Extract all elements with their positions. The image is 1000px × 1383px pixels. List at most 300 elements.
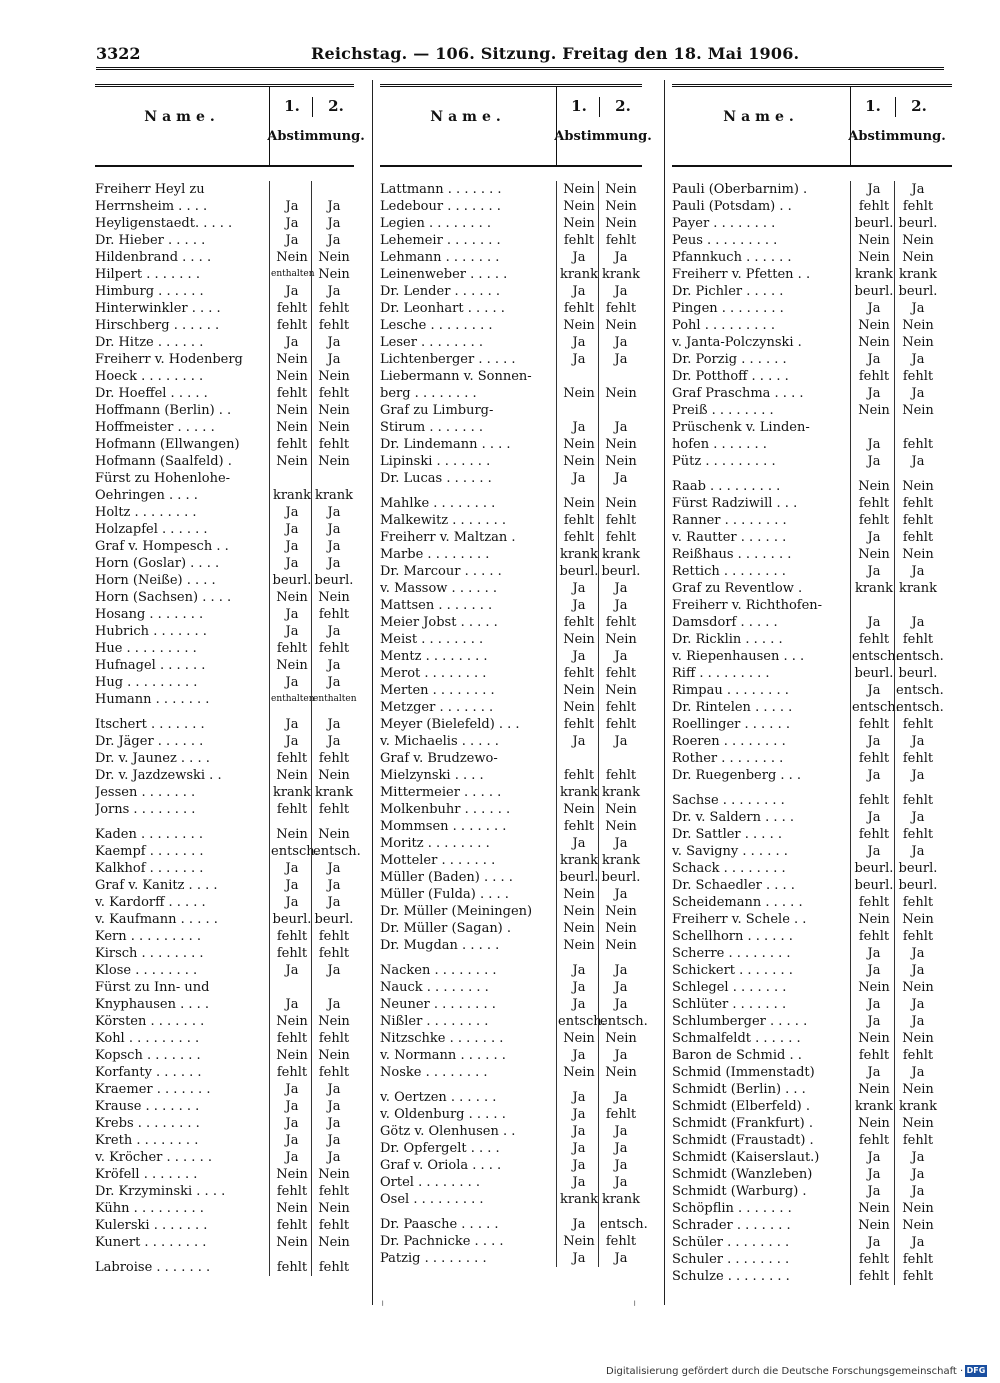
vote-2-value: fehlt	[318, 802, 350, 817]
abstimmung-header: Abstimmung.	[554, 129, 652, 144]
vote-1-value: Nein	[563, 216, 595, 231]
vote-2-value: fehlt	[902, 530, 934, 545]
table-row	[95, 674, 354, 691]
vote-1-value: Ja	[285, 1133, 299, 1148]
vote-2-value: fehlt	[902, 827, 934, 842]
table-row	[380, 317, 642, 334]
table-row	[380, 1030, 642, 1047]
vote-1-value: Ja	[285, 335, 299, 350]
member-name: Liebermann v. Sonnen-	[380, 369, 532, 384]
vote-2-value: Ja	[614, 250, 628, 265]
table-row	[95, 1149, 354, 1166]
vote-1-value: fehlt	[276, 946, 308, 961]
member-name: Dr. Potthoff . . . . .	[672, 369, 789, 384]
member-name: Körsten . . . . . . .	[95, 1014, 205, 1029]
vote-2-value: Ja	[327, 717, 341, 732]
vote-2-value: Ja	[327, 734, 341, 749]
member-name: Lesche . . . . . . . .	[380, 318, 493, 333]
table-row	[672, 453, 952, 470]
member-name: Dr. Hitze . . . . . .	[95, 335, 204, 350]
table-row	[95, 1064, 354, 1081]
member-name: Schmidt (Wanzleben)	[672, 1167, 813, 1182]
member-name: Schellhorn . . . . . .	[672, 929, 793, 944]
member-name: Mattsen . . . . . . .	[380, 598, 493, 613]
vote-2-value: Ja	[614, 284, 628, 299]
vote-1-value: Ja	[572, 284, 586, 299]
member-name: Nißler . . . . . . . .	[380, 1014, 489, 1029]
vote-2-value: fehlt	[318, 386, 350, 401]
table-row	[95, 1115, 354, 1132]
vote-2-value: fehlt	[902, 1269, 934, 1284]
table-row	[95, 716, 354, 733]
table-row	[672, 1217, 952, 1234]
table-row	[672, 792, 952, 809]
member-name: Labroise . . . . . . .	[95, 1260, 211, 1275]
vote-2-value: fehlt	[318, 929, 350, 944]
member-name: Graf v. Hompesch . .	[95, 539, 229, 554]
member-name: Rettich . . . . . . . .	[672, 564, 786, 579]
member-name: v. Kaufmann . . . . .	[95, 912, 218, 927]
member-name: Mentz . . . . . . . .	[380, 649, 488, 664]
vote-1-value: Ja	[285, 895, 299, 910]
vote-2-value: Nein	[902, 403, 934, 418]
table-row	[380, 1140, 642, 1157]
vote-2-value: fehlt	[902, 496, 934, 511]
table-row	[95, 198, 354, 215]
vote-2-value: Nein	[902, 1218, 934, 1233]
vote-2-value: fehlt	[318, 1031, 350, 1046]
member-name: Hoffmeister . . . . .	[95, 420, 215, 435]
member-name: Lattmann . . . . . . .	[380, 182, 502, 197]
vote-2-value: beurl.	[898, 878, 938, 893]
table-row	[380, 614, 642, 631]
vote-1-value: Nein	[858, 547, 890, 562]
vote-2-value: krank	[601, 785, 641, 800]
vote-1-value: fehlt	[276, 437, 308, 452]
page-number: 3322	[96, 44, 141, 63]
vote-2-value: Ja	[327, 895, 341, 910]
vote-1-value: Nein	[858, 318, 890, 333]
table-row	[672, 1064, 952, 1081]
vote-2-value: Nein	[902, 1031, 934, 1046]
table-row	[95, 784, 354, 801]
vote-2-value: Ja	[327, 216, 341, 231]
vote-1-value: entsch.	[558, 1014, 606, 1029]
member-name: Nacken . . . . . . . .	[380, 963, 497, 978]
member-name: Freiherr v. Schele . .	[672, 912, 807, 927]
vote-2-value: Ja	[911, 454, 925, 469]
vote-1-value: Nein	[858, 912, 890, 927]
vote-1-value: Ja	[867, 734, 881, 749]
vote-1-value: Ja	[285, 997, 299, 1012]
vote-2-value: Ja	[911, 734, 925, 749]
member-name: v. Oldenburg . . . . .	[380, 1107, 506, 1122]
member-name: Baron de Schmid . .	[672, 1048, 802, 1063]
vote-2-value: Ja	[327, 233, 341, 248]
vote-2-header: 2.	[615, 97, 631, 115]
vote-2-value: Ja	[614, 1090, 628, 1105]
vote-1-value: Ja	[867, 1184, 881, 1199]
member-name: Dr. v. Jazdzewski . .	[95, 768, 222, 783]
vote-2-value: enthalten	[313, 694, 357, 704]
vote-1-value: fehlt	[563, 615, 595, 630]
table-row	[672, 419, 952, 436]
member-name: Mommsen . . . . . . .	[380, 819, 507, 834]
vote-2-value: fehlt	[605, 615, 637, 630]
member-name: v. Savigny . . . . . .	[672, 844, 788, 859]
vote-2-value: Nein	[318, 1014, 350, 1029]
vote-1-value: Nein	[858, 403, 890, 418]
table-row	[95, 436, 354, 453]
table-row	[672, 648, 952, 665]
vote-1-value: fehlt	[276, 386, 308, 401]
member-name: Horn (Neiße) . . . .	[95, 573, 216, 588]
member-name: Graf zu Reventlow .	[672, 581, 803, 596]
vote-1-value: Ja	[572, 997, 586, 1012]
member-name: Dr. Hieber . . . . .	[95, 233, 206, 248]
member-name: Leser . . . . . . . .	[380, 335, 484, 350]
member-name: v. Kardorff . . . . .	[95, 895, 206, 910]
member-name: Freiherr v. Maltzan .	[380, 530, 516, 545]
table-row	[672, 996, 952, 1013]
table-row	[380, 631, 642, 648]
vote-header-box	[267, 87, 365, 165]
vote-1-value: Nein	[563, 802, 595, 817]
vote-1-value: fehlt	[858, 1252, 890, 1267]
member-name: Krebs . . . . . . . .	[95, 1116, 200, 1131]
vote-rows	[380, 181, 648, 1267]
member-name: Dr. Ricklin . . . . .	[672, 632, 783, 647]
table-row	[380, 1013, 648, 1030]
table-row	[380, 529, 642, 546]
vote-2-value: krank	[314, 488, 354, 503]
vote-header-box	[554, 87, 652, 165]
vote-1-header: 1.	[571, 97, 587, 115]
member-name: Kühn . . . . . . . . .	[95, 1201, 204, 1216]
member-name: Müller (Baden) . . . .	[380, 870, 513, 885]
vote-1-header: 1.	[865, 97, 881, 115]
vote-2-value: Nein	[318, 420, 350, 435]
vote-1-value: Nein	[563, 921, 595, 936]
member-name: Lehemeir . . . . . . .	[380, 233, 501, 248]
vote-1-value: Ja	[572, 471, 586, 486]
member-name: Himburg . . . . . .	[95, 284, 204, 299]
table-row	[380, 1216, 648, 1233]
member-name: Dr. Müller (Sagan) .	[380, 921, 512, 936]
member-name: Holtz . . . . . . . .	[95, 505, 197, 520]
vote-1-value: Ja	[867, 437, 881, 452]
member-name: Payer . . . . . . . .	[672, 216, 776, 231]
table-row	[380, 1157, 642, 1174]
vote-2-value: Ja	[327, 878, 341, 893]
vote-1-value: Ja	[867, 1167, 881, 1182]
vote-2-value: Ja	[911, 946, 925, 961]
member-name: v. Normann . . . . . .	[380, 1048, 506, 1063]
table-row	[672, 1149, 952, 1166]
member-name: Pfannkuch . . . . . .	[672, 250, 792, 265]
table-row	[380, 750, 642, 767]
vote-1-value: Nein	[563, 1031, 595, 1046]
vote-2-value: fehlt	[902, 199, 934, 214]
member-name: Mahlke . . . . . . . .	[380, 496, 496, 511]
vote-1-value: Nein	[858, 250, 890, 265]
member-name: Jessen . . . . . . .	[95, 785, 196, 800]
table-row	[95, 453, 354, 470]
vote-2-value: fehlt	[605, 768, 637, 783]
table-row	[672, 546, 952, 563]
vote-2-value: entsch.	[896, 683, 944, 698]
vote-1-value: Nein	[858, 1218, 890, 1233]
vote-2-value: Ja	[327, 1133, 341, 1148]
member-name: Dr. Jäger . . . . . .	[95, 734, 204, 749]
table-row	[95, 640, 354, 657]
vote-1-value: Ja	[867, 182, 881, 197]
member-name: Dr. Sattler . . . . .	[672, 827, 782, 842]
table-row	[95, 232, 354, 249]
member-name: Dr. Rintelen . . . . .	[672, 700, 793, 715]
member-name: Nitzschke . . . . . . .	[380, 1031, 504, 1046]
member-name: Kern . . . . . . . . .	[95, 929, 202, 944]
vote-2-value: Nein	[318, 454, 350, 469]
table-row	[380, 283, 642, 300]
vote-1-value: Nein	[276, 352, 308, 367]
vote-1-value: Ja	[285, 624, 299, 639]
member-name: Dr. Pachnicke . . . .	[380, 1234, 504, 1249]
vote-1-value: fehlt	[858, 929, 890, 944]
vote-1-value: Ja	[572, 1124, 586, 1139]
table-row	[672, 478, 952, 495]
member-name: Scheidemann . . . . .	[672, 895, 803, 910]
vote-1-value: fehlt	[276, 641, 308, 656]
member-name: Schlumberger . . . . .	[672, 1014, 808, 1029]
member-name: Schickert . . . . . . .	[672, 963, 793, 978]
vote-2-value: Nein	[902, 1082, 934, 1097]
member-name: Horn (Goslar) . . . .	[95, 556, 220, 571]
vote-1-value: Ja	[867, 997, 881, 1012]
vote-1-value: fehlt	[858, 369, 890, 384]
member-name: Pohl . . . . . . . . .	[672, 318, 775, 333]
member-name: Oehringen . . . .	[95, 488, 198, 503]
vote-2-value: Ja	[911, 1065, 925, 1080]
member-name: Götz v. Olenhusen . .	[380, 1124, 516, 1139]
table-row	[95, 504, 354, 521]
table-row	[672, 945, 952, 962]
table-row	[672, 563, 952, 580]
vote-1-value: Ja	[867, 683, 881, 698]
table-row	[95, 1081, 354, 1098]
table-row	[95, 215, 354, 232]
vote-1-value: Nein	[563, 683, 595, 698]
table-row	[95, 928, 354, 945]
vote-2-value: Ja	[327, 1082, 341, 1097]
vote-1-value: Nein	[563, 437, 595, 452]
vote-1-value: Nein	[276, 403, 308, 418]
table-row	[95, 877, 354, 894]
vote-1-value: krank	[559, 547, 599, 562]
member-name: Dr. Lucas . . . . . .	[380, 471, 492, 486]
vote-1-value: Nein	[563, 1065, 595, 1080]
table-row	[95, 283, 354, 300]
table-row	[672, 979, 952, 996]
vote-1-value: Ja	[867, 810, 881, 825]
member-name: Hilpert . . . . . . .	[95, 267, 200, 282]
vote-2-value: Ja	[911, 386, 925, 401]
table-row	[380, 835, 642, 852]
member-name: Schmidt (Frankfurt) .	[672, 1116, 813, 1131]
vote-1-value: Ja	[867, 1235, 881, 1250]
vote-column	[380, 84, 652, 1267]
vote-1-value: fehlt	[276, 751, 308, 766]
vote-1-value: fehlt	[563, 530, 595, 545]
member-name: Ranner . . . . . . . .	[672, 513, 787, 528]
vote-1-value: Nein	[563, 887, 595, 902]
member-name: Korfanty . . . . . .	[95, 1065, 202, 1080]
table-row	[380, 903, 642, 920]
vote-2-value: Ja	[327, 522, 341, 537]
member-name: Jorns . . . . . . . .	[95, 802, 196, 817]
table-row	[380, 920, 642, 937]
vote-1-value: Nein	[858, 335, 890, 350]
member-name: Preiß . . . . . . . .	[672, 403, 774, 418]
table-row	[672, 198, 952, 215]
vote-2-value: Nein	[902, 318, 934, 333]
vote-1-value: Ja	[572, 1090, 586, 1105]
table-row	[672, 716, 952, 733]
member-name: Nauck . . . . . . . .	[380, 980, 489, 995]
member-name: Neuner . . . . . . . .	[380, 997, 496, 1012]
table-row	[95, 402, 354, 419]
table-row	[95, 538, 354, 555]
table-row	[380, 470, 642, 487]
dfg-logo: DFG	[966, 1366, 986, 1375]
vote-1-value: fehlt	[858, 793, 890, 808]
member-name: Schuler . . . . . . . .	[672, 1252, 790, 1267]
vote-1-value: Ja	[285, 1099, 299, 1114]
table-row	[380, 546, 642, 563]
table-row	[95, 733, 354, 750]
table-row	[95, 843, 361, 860]
member-name: Dr. Mugdan . . . . .	[380, 938, 500, 953]
vote-1-value: Nein	[276, 420, 308, 435]
vote-2-value: Ja	[614, 581, 628, 596]
vote-1-value: Ja	[572, 1251, 586, 1266]
vote-1-value: beurl.	[854, 216, 894, 231]
table-row	[95, 606, 354, 623]
vote-1-value: fehlt	[276, 802, 308, 817]
vote-2-value: Ja	[911, 615, 925, 630]
vote-2-value: fehlt	[605, 513, 637, 528]
vote-2-value: beurl.	[898, 284, 938, 299]
vote-1-value: Ja	[572, 420, 586, 435]
vote-1-value: Nein	[563, 938, 595, 953]
member-name: Itschert . . . . . . .	[95, 717, 205, 732]
table-row	[672, 750, 952, 767]
vote-2-value: Ja	[327, 284, 341, 299]
member-name: Lehmann . . . . . . .	[380, 250, 500, 265]
member-name: Kaden . . . . . . . .	[95, 827, 203, 842]
vote-2-value: fehlt	[318, 641, 350, 656]
vote-1-value: Nein	[563, 318, 595, 333]
table-row	[672, 1132, 952, 1149]
vote-1-value: fehlt	[858, 199, 890, 214]
page-header	[96, 40, 944, 70]
member-name: Hirschberg . . . . . .	[95, 318, 220, 333]
vote-2-value: entsch.	[600, 1217, 648, 1232]
column-divider	[664, 80, 665, 1305]
vote-1-value: Ja	[285, 539, 299, 554]
vote-2-value: Ja	[614, 649, 628, 664]
vote-column-rule	[311, 181, 312, 1276]
table-row	[672, 877, 952, 894]
table-row	[672, 334, 952, 351]
vote-2-value: fehlt	[605, 717, 637, 732]
vote-1-value: krank	[854, 581, 894, 596]
member-name: Dr. Krzyminski . . . .	[95, 1184, 226, 1199]
vote-column-rule	[894, 181, 895, 1285]
table-row	[380, 436, 642, 453]
vote-1-value: Ja	[572, 980, 586, 995]
vote-1-value: Ja	[867, 352, 881, 367]
vote-1-value: Ja	[572, 598, 586, 613]
vote-2-value: Ja	[327, 505, 341, 520]
vote-1-value: fehlt	[858, 827, 890, 842]
vote-2-value: Ja	[911, 1235, 925, 1250]
member-name: Graf zu Limburg-	[380, 403, 494, 418]
table-row	[380, 996, 642, 1013]
table-row	[380, 648, 642, 665]
vote-1-value: beurl.	[854, 666, 894, 681]
vote-2-value: Nein	[605, 318, 637, 333]
vote-2-value: krank	[314, 785, 354, 800]
table-row	[380, 733, 642, 750]
vote-1-value: Nein	[858, 479, 890, 494]
member-name: Roeren . . . . . . . .	[672, 734, 786, 749]
table-row	[95, 623, 354, 640]
member-name: Merten . . . . . . . .	[380, 683, 495, 698]
vote-2-value: Ja	[911, 564, 925, 579]
member-name: Peus . . . . . . . . .	[672, 233, 778, 248]
table-row	[380, 351, 642, 368]
vote-1-value: krank	[854, 1099, 894, 1114]
table-row	[672, 215, 952, 232]
vote-2-value: Nein	[605, 437, 637, 452]
member-name: Heyligenstaedt. . . . .	[95, 216, 233, 231]
vote-1-value: fehlt	[563, 666, 595, 681]
vote-2-value: Nein	[605, 1031, 637, 1046]
member-name: Pütz . . . . . . . . .	[672, 454, 776, 469]
member-name: Pingen . . . . . . . .	[672, 301, 784, 316]
vote-2-value: Ja	[614, 1158, 628, 1173]
table-row	[672, 317, 952, 334]
vote-2-value: krank	[601, 853, 641, 868]
vote-1-value: enthalten	[271, 269, 315, 279]
vote-2-value: beurl.	[601, 870, 641, 885]
vote-1-value: beurl.	[854, 878, 894, 893]
member-name: Schmidt (Elberfeld) .	[672, 1099, 810, 1114]
column-header-name: Name.	[144, 109, 220, 125]
vote-2-header: 2.	[328, 97, 344, 115]
vote-2-value: fehlt	[605, 700, 637, 715]
vote-1-value: Ja	[285, 1116, 299, 1131]
vote-2-value: Nein	[605, 496, 637, 511]
vote-2-value: Ja	[614, 963, 628, 978]
vote-1-value: Ja	[572, 335, 586, 350]
vote-1-value: Nein	[858, 1116, 890, 1131]
table-row	[380, 1191, 642, 1208]
table-row	[672, 181, 952, 198]
vote-2-value: fehlt	[605, 530, 637, 545]
vote-1-value: fehlt	[858, 632, 890, 647]
